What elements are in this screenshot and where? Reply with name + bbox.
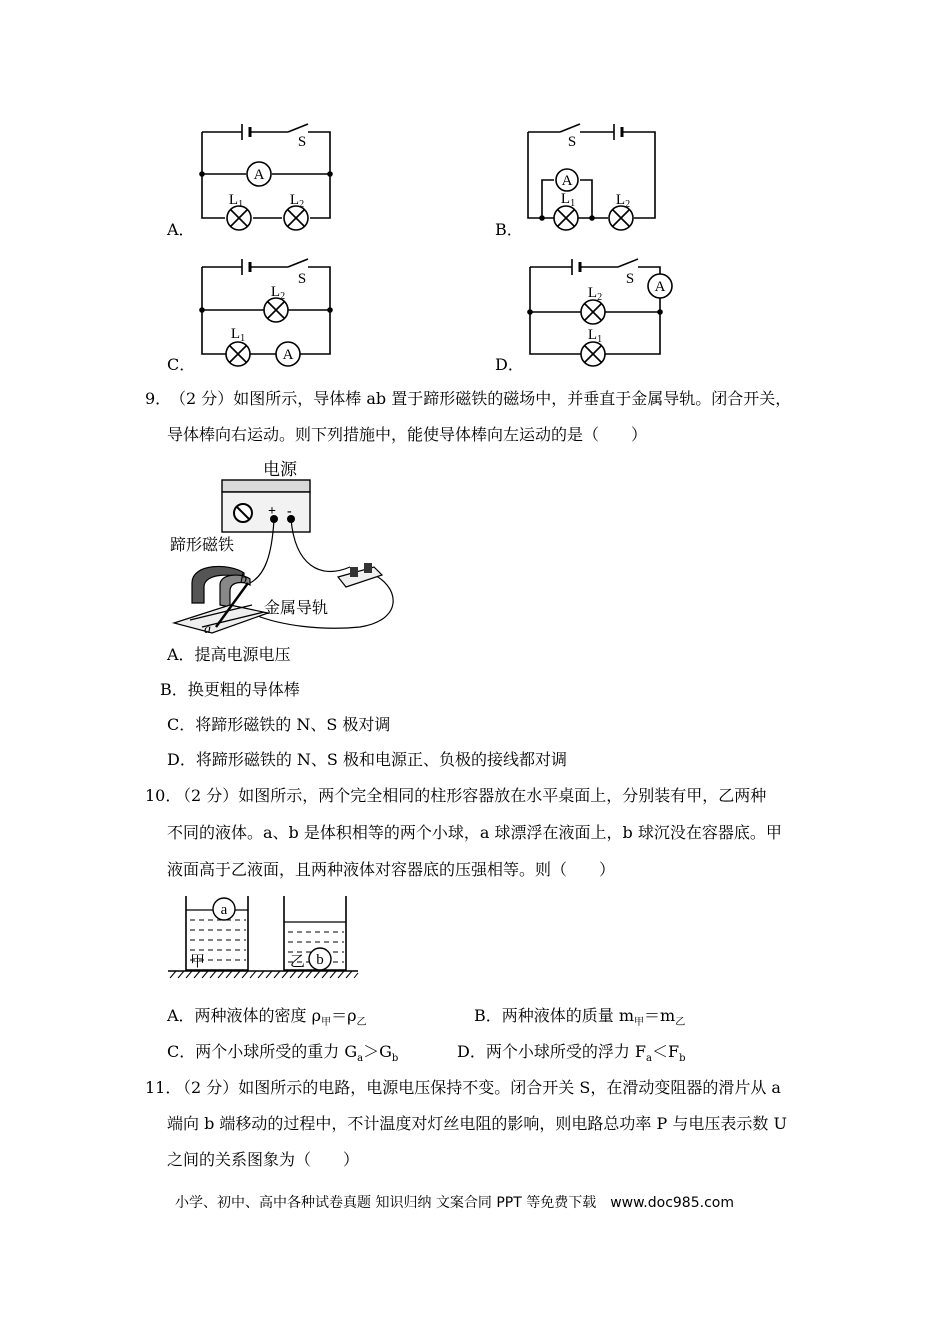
- knife-switch: [338, 563, 382, 587]
- lamp2-label: $L_2$: [615, 192, 631, 210]
- q8-option-d-label: D．: [495, 355, 524, 374]
- q8-option-c-label: C．: [167, 355, 196, 374]
- circuit-b: [528, 124, 655, 230]
- liquid-yi-label: 乙: [290, 954, 306, 970]
- plus-terminal: +: [268, 504, 276, 519]
- q10-number: 10．: [145, 786, 182, 805]
- switch-label: S: [567, 134, 577, 150]
- ball-a: a: [220, 902, 228, 918]
- lamp2-label: $L_2$: [270, 284, 286, 302]
- lamp1-label: $L_1$: [228, 192, 244, 210]
- lamp1-label: $L_1$: [560, 191, 576, 209]
- q9-option-d: D．将蹄形磁铁的 N、S 极和电源正、负极的接线都对调: [167, 750, 567, 769]
- container-jia: [186, 896, 248, 970]
- magnet-label: 蹄形磁铁: [170, 537, 235, 554]
- ammeter-label: A: [282, 347, 294, 363]
- q9-option-a: A．提高电源电压: [167, 645, 291, 664]
- lamp2-label: $L_2$: [587, 285, 603, 303]
- q11-stem-line2: 端向 b 端移动的过程中，不计温度对灯丝电阻的影响，则电路总功率 P 与电压表示数 U: [167, 1114, 787, 1133]
- q10-stem-line2: 不同的液体。a、b 是体积相等的两个小球，a 球漂浮在液面上，b 球沉没在容器底。甲: [167, 823, 782, 842]
- q9-motor-figure: [160, 455, 410, 640]
- lamp1-label: $L_1$: [230, 326, 246, 344]
- ammeter-label: A: [561, 173, 573, 189]
- switch-label: S: [297, 271, 307, 287]
- lamp1-label: $L_1$: [587, 327, 603, 345]
- q10-containers-figure: [160, 890, 370, 990]
- q9-stem-line1: （2 分）如图所示，导体棒 ab 置于蹄形磁铁的磁场中，并垂直于金属导轨。闭合开关，: [170, 389, 792, 408]
- q10-option-d: D．两个小球所受的浮力 $F_a<F_b$: [457, 1042, 686, 1065]
- rod-end-a: a: [204, 622, 211, 637]
- circuit-d: [530, 259, 672, 366]
- q9-option-b: B．换更粗的导体棒: [160, 680, 300, 699]
- minus-terminal: -: [287, 504, 292, 519]
- power-supply-label: 电源: [263, 460, 297, 479]
- q11-number: 11．: [145, 1078, 182, 1097]
- q10-stem-line1: （2 分）如图所示，两个完全相同的柱形容器放在水平桌面上，分别装有甲，乙两种: [175, 786, 767, 805]
- circuit-a: [202, 124, 330, 230]
- q8-option-b-label: B．: [495, 220, 523, 239]
- container-yi: [284, 896, 346, 970]
- q8-circuit-diagrams: [0, 0, 950, 400]
- q9-stem-line2: 导体棒向右运动。则下列措施中，能使导体棒向左运动的是（ ）: [167, 425, 648, 444]
- ammeter-label: A: [654, 279, 666, 295]
- q11-stem-line1: （2 分）如图所示的电路，电源电压保持不变。闭合开关 S，在滑动变阻器的滑片从 a: [175, 1078, 781, 1097]
- switch-label: S: [297, 134, 307, 150]
- lamp2-label: $L_2$: [289, 192, 305, 210]
- q10-stem-line3: 液面高于乙液面，且两种液体对容器底的压强相等。则（ ）: [167, 860, 616, 879]
- q9-number: 9．: [145, 389, 172, 408]
- q10-option-a: A．两种液体的密度 $\rho_甲=\rho_乙$: [167, 1006, 367, 1029]
- page-footer: 小学、初中、高中各种试卷真题 知识归纳 文案合同 PPT 等免费下载 www.doc985.com: [175, 1195, 734, 1211]
- switch-label: S: [625, 271, 635, 287]
- power-supply: [222, 480, 310, 532]
- ball-b: b: [316, 952, 324, 968]
- q10-option-c: C．两个小球所受的重力 $G_a>G_b$: [167, 1042, 399, 1065]
- rod-end-b: b: [240, 572, 247, 587]
- liquid-jia-label: 甲: [190, 954, 206, 970]
- q9-option-c: C．将蹄形磁铁的 N、S 极对调: [167, 715, 391, 734]
- q10-option-b: B．两种液体的质量 $m_甲=m_乙$: [474, 1006, 686, 1029]
- rail-label: 金属导轨: [264, 600, 329, 617]
- q11-stem-line3: 之间的关系图象为（ ）: [167, 1150, 360, 1169]
- q8-option-a-label: A．: [167, 220, 195, 239]
- circuit-c: [202, 259, 330, 366]
- ammeter-label: A: [253, 167, 265, 183]
